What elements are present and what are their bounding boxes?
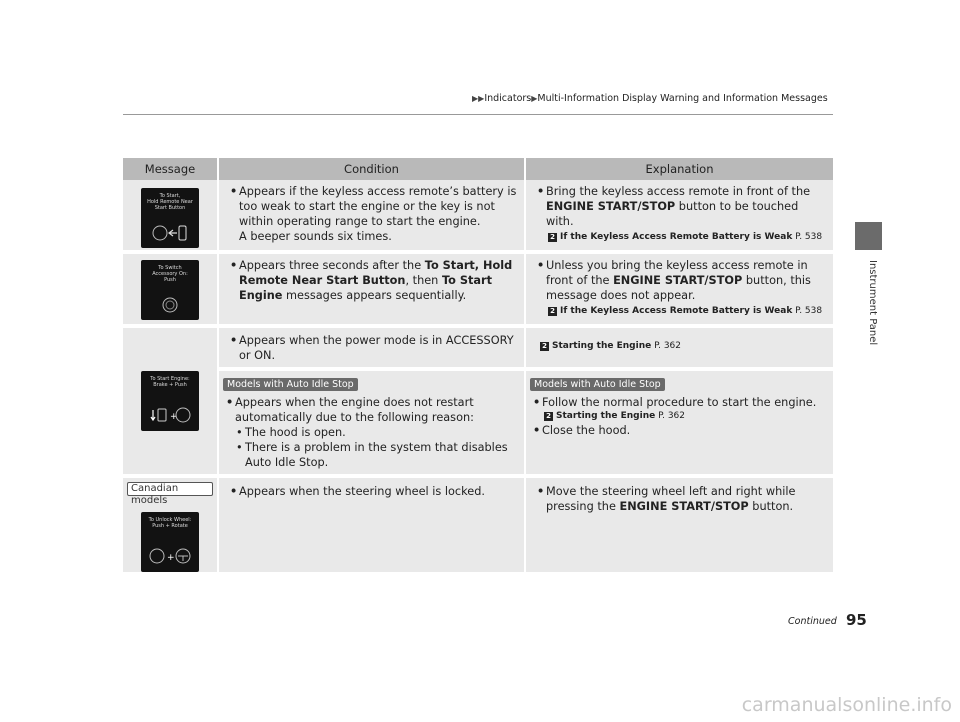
header-rule — [123, 114, 833, 115]
arrow-icon: ▶ — [531, 94, 538, 103]
double-arrow-icon: ▶▶ — [472, 94, 485, 103]
condition-cell: • Appears when the power mode is in ACCESSORY or ON. — [219, 328, 526, 371]
svg-text:+: + — [167, 553, 175, 563]
message-image-cell — [123, 328, 219, 478]
svg-text:+: + — [170, 412, 178, 422]
message-image-cell — [123, 478, 219, 576]
explanation-cell — [526, 328, 833, 371]
breadcrumb-section[interactable]: Multi-Information Display Warning and Information Messages — [537, 93, 828, 104]
brake-push-icon — [148, 404, 192, 426]
cross-reference-link[interactable]: 2 If the Keyless Access Remote Battery is Weak P. 538 — [548, 305, 827, 318]
continued-label: Continued — [788, 616, 837, 627]
breadcrumb — [472, 93, 828, 104]
model-badge: Models with Auto Idle Stop — [223, 378, 358, 391]
breadcrumb-indicators[interactable]: Indicators — [484, 93, 532, 104]
page-number: 95 — [846, 611, 867, 629]
reference-icon: 2 — [548, 307, 557, 316]
condition-cell: • Appears if the keyless access remote’s battery is too weak to start the engine or the key is not within operating range to start the engine. A beeper sounds six times. — [219, 180, 526, 254]
cross-reference-link[interactable]: 2 Starting the Engine P. 362 — [540, 340, 827, 353]
explanation-cell: • Move the steering wheel left and right while pressing the ENGINE START/STOP button. — [526, 478, 833, 576]
model-badge: Models with Auto Idle Stop — [530, 378, 665, 391]
display-screen-start-engine: To Start Engine: Brake + Push + — [141, 371, 199, 431]
col-header-condition: Condition — [219, 158, 526, 180]
condition-cell: Models with Auto Idle Stop • Appears when the engine does not restart automatically due to the following reason: • The hood is open. • There is a problem in the system that disables Auto Idle Stop. — [219, 371, 526, 478]
chapter-tab — [855, 222, 882, 250]
col-header-explanation: Explanation — [526, 158, 833, 180]
display-screen-switch-accessory: To Switch Accessory On: Push — [141, 260, 199, 320]
reference-icon: 2 — [548, 233, 557, 242]
remote-near-button-icon — [150, 223, 190, 243]
push-rotate-icon — [148, 545, 192, 567]
condition-cell: • Appears three seconds after the To Start, Hold Remote Near Start Button, then To Start Engine messages appears sequentially. — [219, 254, 526, 328]
explanation-cell: • Unless you bring the keyless access remote in front of the ENGINE START/STOP button, this message does not appear. 2 If the Keyless Access Remote Battery is Weak P. 538 — [526, 254, 833, 328]
explanation-cell: Models with Auto Idle Stop • Follow the normal procedure to start the engine. 2 Starting the Engine P. 362 • Close the hood. — [526, 371, 833, 478]
message-table — [123, 158, 833, 576]
col-header-message: Message — [123, 158, 219, 180]
reference-icon: 2 — [544, 412, 553, 421]
cross-reference-link[interactable]: 2 Starting the Engine P. 362 — [544, 410, 827, 423]
reference-icon: 2 — [540, 342, 549, 351]
model-badge: Canadian models — [127, 482, 213, 496]
display-screen-hold-remote: To Start, Hold Remote Near Start Button — [141, 188, 199, 248]
watermark: carmanualsonline.info — [741, 694, 952, 716]
chapter-label: Instrument Panel — [867, 260, 878, 346]
message-image-cell — [123, 180, 219, 254]
start-button-icon — [160, 295, 180, 315]
cross-reference-link[interactable]: 2 If the Keyless Access Remote Battery is Weak P. 538 — [548, 231, 827, 244]
display-screen-unlock-wheel: To Unlock Wheel: Push + Rotate + — [141, 512, 199, 572]
condition-cell: • Appears when the steering wheel is locked. — [219, 478, 526, 576]
message-image-cell — [123, 254, 219, 328]
explanation-cell: • Bring the keyless access remote in front of the ENGINE START/STOP button to be touched with. 2 If the Keyless Access Remote Battery is Weak P. 538 — [526, 180, 833, 254]
